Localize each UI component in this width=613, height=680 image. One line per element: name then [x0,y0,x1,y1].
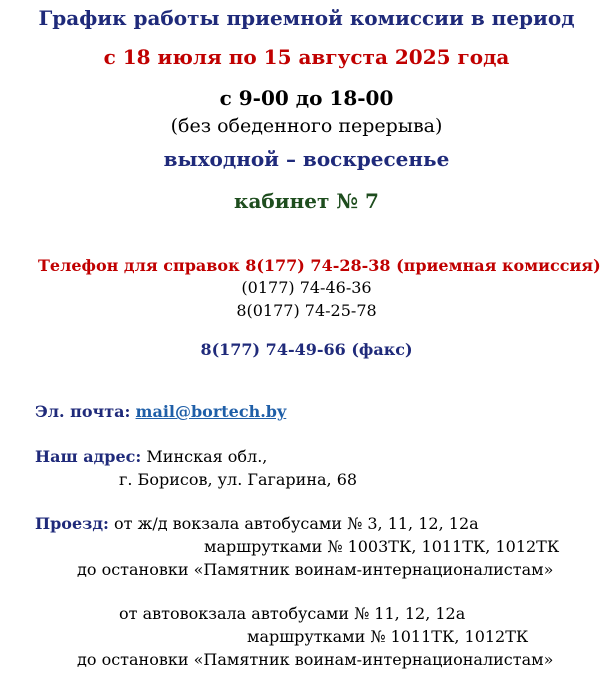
email-row [35,402,286,421]
schedule-period: с 18 июля по 15 августа 2025 года [103,45,510,69]
route-rail-row [35,514,479,533]
route-label: Проезд: [35,514,109,533]
schedule-title: График работы приемной комиссии в период [38,6,575,30]
address-row [35,447,267,466]
email-label: Эл. почта: [35,402,131,421]
phone-tertiary: 8(0177) 74-25-78 [236,301,377,320]
route-rail-minibuses: маршрутками № 1003ТК, 1011ТК, 1012ТК [204,537,560,556]
route-rail-stop: до остановки «Памятник воинам-интернационалистам» [77,560,554,579]
phone-secondary: (0177) 74-46-36 [241,278,372,297]
address-label: Наш адрес: [35,447,142,466]
address-street: г. Борисов, ул. Гагарина, 68 [119,470,358,489]
route-bus-station-stop: до остановки «Памятник воинам-интернационалистам» [77,650,554,669]
working-hours: с 9-00 до 18-00 [219,86,394,110]
room-number: кабинет № 7 [234,189,379,213]
phone-primary: Телефон для справок 8(177) 74-28-38 (приемная комиссия) [38,256,601,275]
email-link[interactable]: mail@bortech.by [135,402,287,421]
route-bus-station-minibuses: маршрутками № 1011ТК, 1012ТК [247,627,529,646]
route-rail-buses: от ж/д вокзала автобусами № 3, 11, 12, 12а [114,514,479,533]
route-bus-station-buses: от автовокзала автобусами № 11, 12, 12а [119,604,466,623]
fax-number: 8(177) 74-49-66 (факс) [200,340,413,359]
address-region: Минская обл., [146,447,268,466]
no-lunch-break-note: (без обеденного перерыва) [170,115,443,137]
day-off: выходной – воскресенье [163,147,450,171]
